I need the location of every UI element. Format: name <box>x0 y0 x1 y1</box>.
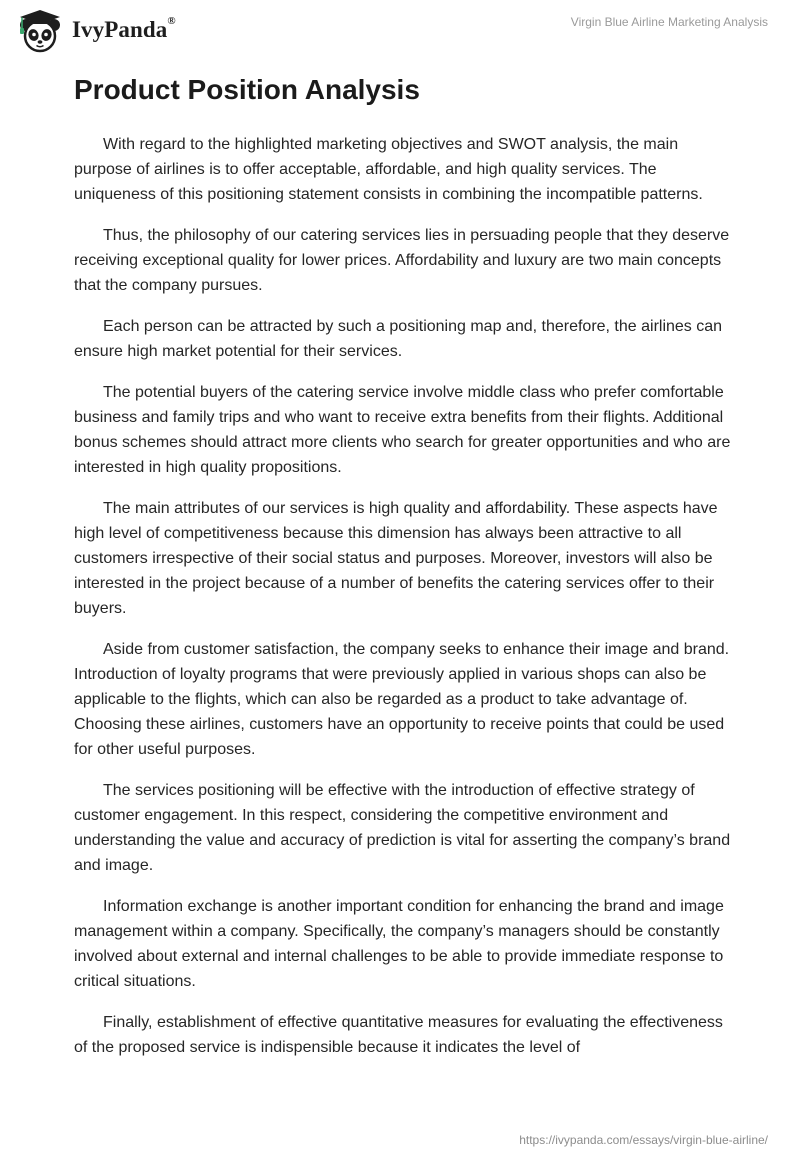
panda-graduation-cap-icon <box>14 6 66 54</box>
paragraph: The potential buyers of the catering service involve middle class who prefer comfortable business and family trips and who want to receive extra benefits from their flights. Additional bonus schemes should attract more clients who search for greater opportunities and who are interested in high quality propositions. <box>74 384 731 476</box>
page-header <box>0 0 800 64</box>
paragraph: Thus, the philosophy of our catering services lies in persuading people that they deserve receiving exceptional quality for lower prices. Affordability and luxury are two main concepts that the company pursues. <box>74 227 730 294</box>
paragraph: Finally, establishment of effective quantitative measures for evaluating the effectiveness of the proposed service is indispensible because it indicates the level of <box>74 1014 723 1056</box>
paragraph: The main attributes of our services is high quality and affordability. These aspects have high level of competitiveness because this dimension has always been attractive to all customers irrespective of their social status and purposes. Moreover, investors will also be interested in the project because of a number of benefits the catering services offer to their buyers. <box>74 500 718 617</box>
source-url-link[interactable]: https://ivypanda.com/essays/virgin-blue-airline/ <box>519 1133 768 1147</box>
paragraph: The services positioning will be effective with the introduction of effective strategy of customer engagement. In this respect, considering the competitive environment and understanding the value and accuracy of prediction is vital for asserting the company’s brand and image. <box>74 782 731 874</box>
paragraph: With regard to the highlighted marketing objectives and SWOT analysis, the main purpose of airlines is to offer acceptable, affordable, and high quality services. The uniqueness of this positioning statement consists in combining the incompatible patterns. <box>74 136 703 203</box>
document-title: Virgin Blue Airline Marketing Analysis <box>570 15 768 29</box>
paragraph: Each person can be attracted by such a positioning map and, therefore, the airlines can ensure high market potential for their services. <box>74 318 723 360</box>
trademark-symbol: ® <box>167 15 176 27</box>
paragraph: Information exchange is another important condition for enhancing the brand and image management within a company. Specifically, the company’s managers should be constantly involved about external and internal challenges to be able to provide immediate response to critical situations. <box>74 898 724 990</box>
paragraph: Aside from customer satisfaction, the company seeks to enhance their image and brand. Introduction of loyalty programs that were previously applied in various shops can also be applicable to the flights, which can also be regarded as a product to take advantage of. Choosing these airlines, customers have an opportunity to receive points that could be used for other useful purposes. <box>74 641 730 758</box>
brand-name <box>72 17 176 43</box>
page-title: Product Position Analysis <box>74 74 420 105</box>
brand-text: IvyPanda <box>72 17 168 42</box>
ivypanda-logo[interactable] <box>14 6 176 54</box>
article-body <box>74 132 734 1076</box>
